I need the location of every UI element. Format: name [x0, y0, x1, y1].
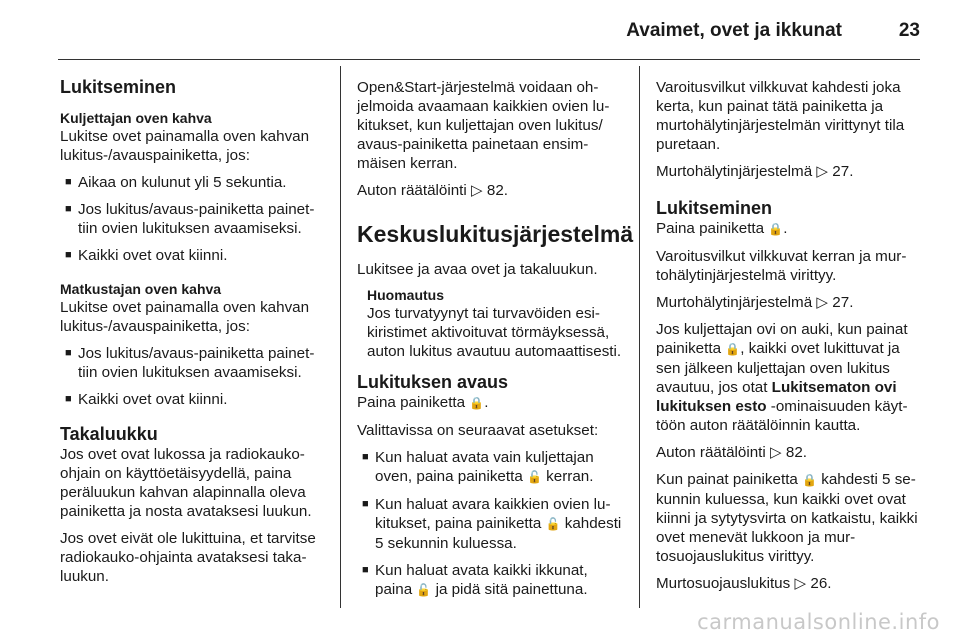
cross-reference: Auton räätälöinti ▷ 82.	[357, 182, 509, 199]
unlock-icon: 🔓	[545, 517, 561, 531]
reference-arrow-icon: ▷	[816, 294, 829, 311]
unlock-icon: 🔓	[416, 583, 432, 597]
paragraph: Valittavissa on seuraavat asetukset:	[357, 422, 599, 439]
page-number: 23	[898, 20, 920, 41]
unlock-icon: 🔓	[527, 470, 542, 484]
header-divider	[58, 59, 920, 60]
cross-reference: Murtosuojauslukitus ▷ 26.	[656, 575, 832, 592]
paragraph: Jos ovet ovat lukossa ja radiokaukoohjain on käyttöetäisyydellä, paina peräluukun kahvan alapinnalla oleva painiketta ja nosta avataksesi luukun.	[60, 446, 312, 520]
note-box	[357, 287, 625, 361]
bullet-list	[357, 448, 625, 600]
bullet-list	[60, 173, 326, 265]
reference-arrow-icon: ▷	[769, 444, 782, 461]
lock-icon: 🔒	[469, 396, 485, 410]
section-heading-unlocking: Lukituksen avaus	[357, 372, 509, 392]
lock-icon: 🔒	[768, 222, 784, 236]
paragraph: Varoitusvilkut vilkkuvat kahdesti joka kerta, kun painat tätä painiketta ja murtohälytinjärjestelmän virittynyt tila puretaan.	[656, 79, 905, 153]
bullet-list	[60, 344, 326, 409]
column-1	[60, 76, 326, 594]
lock-icon: 🔒	[725, 342, 741, 356]
list-item: ■ Kun haluat avata kaikki ikkunat, paina 🔓 ja pidä sitä painettuna.	[357, 561, 625, 600]
page-header	[0, 0, 960, 60]
list-item: ■ Jos lukitus/avaus-painiketta painettiin ovien lukituksen avaamiseksi.	[60, 344, 326, 382]
list-item: ■ Kun haluat avara kaikkien ovien lukitukset, paina painiketta 🔓 kahdesti 5 sekunnin kuluessa.	[357, 495, 625, 553]
paragraph: Varoitusvilkut vilkkuvat kerran ja murtohälytinjärjestelmä virittyy.	[656, 248, 907, 284]
subheading-driver-handle: Kuljettajan oven kahva	[60, 110, 212, 126]
section-heading-locking: Lukitseminen	[60, 77, 177, 97]
paragraph: Open&Start-järjestelmä voidaan ohjelmoida avaamaan kaikkien ovien lukitukset, kun kuljettajan oven lukitus/ avaus-painiketta painetaan ensimmäisen kerran.	[357, 79, 610, 172]
section-heading-tailgate: Takaluukku	[60, 424, 158, 444]
cross-reference: Auton räätälöinti ▷ 82.	[656, 444, 808, 461]
paragraph: Lukitse ovet painamalla oven kahvan lukitus-/avauspainiketta, jos:	[60, 299, 310, 335]
paragraph: Jos ovet eivät ole lukittuina, et tarvitse radiokauko-ohjainta avataksesi takaluukun.	[60, 530, 316, 585]
paragraph: Kun painat painiketta 🔒 kahdesti 5 sekunnin kuluessa, kun kaikki ovet ovat kiinni ja sytytysvirta on katkaistu, kaikki ovet menevät lukkoon ja murtosuojauslukitus virittyy.	[656, 471, 918, 565]
column-3	[656, 78, 922, 601]
paragraph: Jos kuljettajan ovi on auki, kun painat painiketta 🔒, kaikki ovet lukittuvat ja sen jälkeen kuljettajan oven lukitus avautuu, jos otat Lukitsematon ovi lukituksen esto -ominaisuuden käyttöön auton räätälöinnin kautta.	[656, 321, 908, 434]
cross-reference: Murtohälytinjärjestelmä ▷ 27.	[656, 294, 854, 311]
section-heading-locking: Lukitseminen	[656, 198, 773, 218]
list-item: ■ Kaikki ovet ovat kiinni.	[60, 246, 326, 265]
section-heading-central-locking: Keskuslukitusjärjestelmä	[357, 221, 634, 247]
paragraph: Paina painiketta 🔒.	[656, 220, 788, 237]
reference-arrow-icon: ▷	[470, 182, 483, 199]
list-item: ■ Kaikki ovet ovat kiinni.	[60, 390, 326, 409]
note-text: Jos turvatyynyt tai turvavöiden esikiristimet aktivoituvat törmäyksessä, auton lukitus avautuu automaattisesti.	[367, 305, 622, 360]
paragraph: Lukitse ovet painamalla oven kahvan lukitus-/avauspainiketta, jos:	[60, 128, 310, 164]
watermark: carmanualsonline.info	[697, 610, 940, 634]
note-title: Huomautus	[367, 287, 444, 303]
column-divider	[340, 66, 341, 608]
lock-icon: 🔒	[802, 473, 818, 487]
paragraph: Paina painiketta 🔒.	[357, 394, 489, 411]
header-title: Avaimet, ovet ja ikkunat	[626, 20, 842, 41]
column-2	[357, 78, 634, 608]
list-item: ■ Jos lukitus/avaus-painiketta painettiin ovien lukituksen avaamiseksi.	[60, 200, 326, 238]
list-item: ■ Kun haluat avata vain kuljettajan oven, paina painiketta 🔓 kerran.	[357, 448, 625, 487]
column-divider	[639, 66, 640, 608]
list-item: ■ Aikaa on kulunut yli 5 sekuntia.	[60, 173, 326, 192]
reference-arrow-icon: ▷	[794, 575, 807, 592]
reference-arrow-icon: ▷	[816, 163, 829, 180]
cross-reference: Murtohälytinjärjestelmä ▷ 27.	[656, 163, 854, 180]
subheading-passenger-handle: Matkustajan oven kahva	[60, 281, 222, 297]
paragraph: Lukitsee ja avaa ovet ja takaluukun.	[357, 261, 598, 278]
